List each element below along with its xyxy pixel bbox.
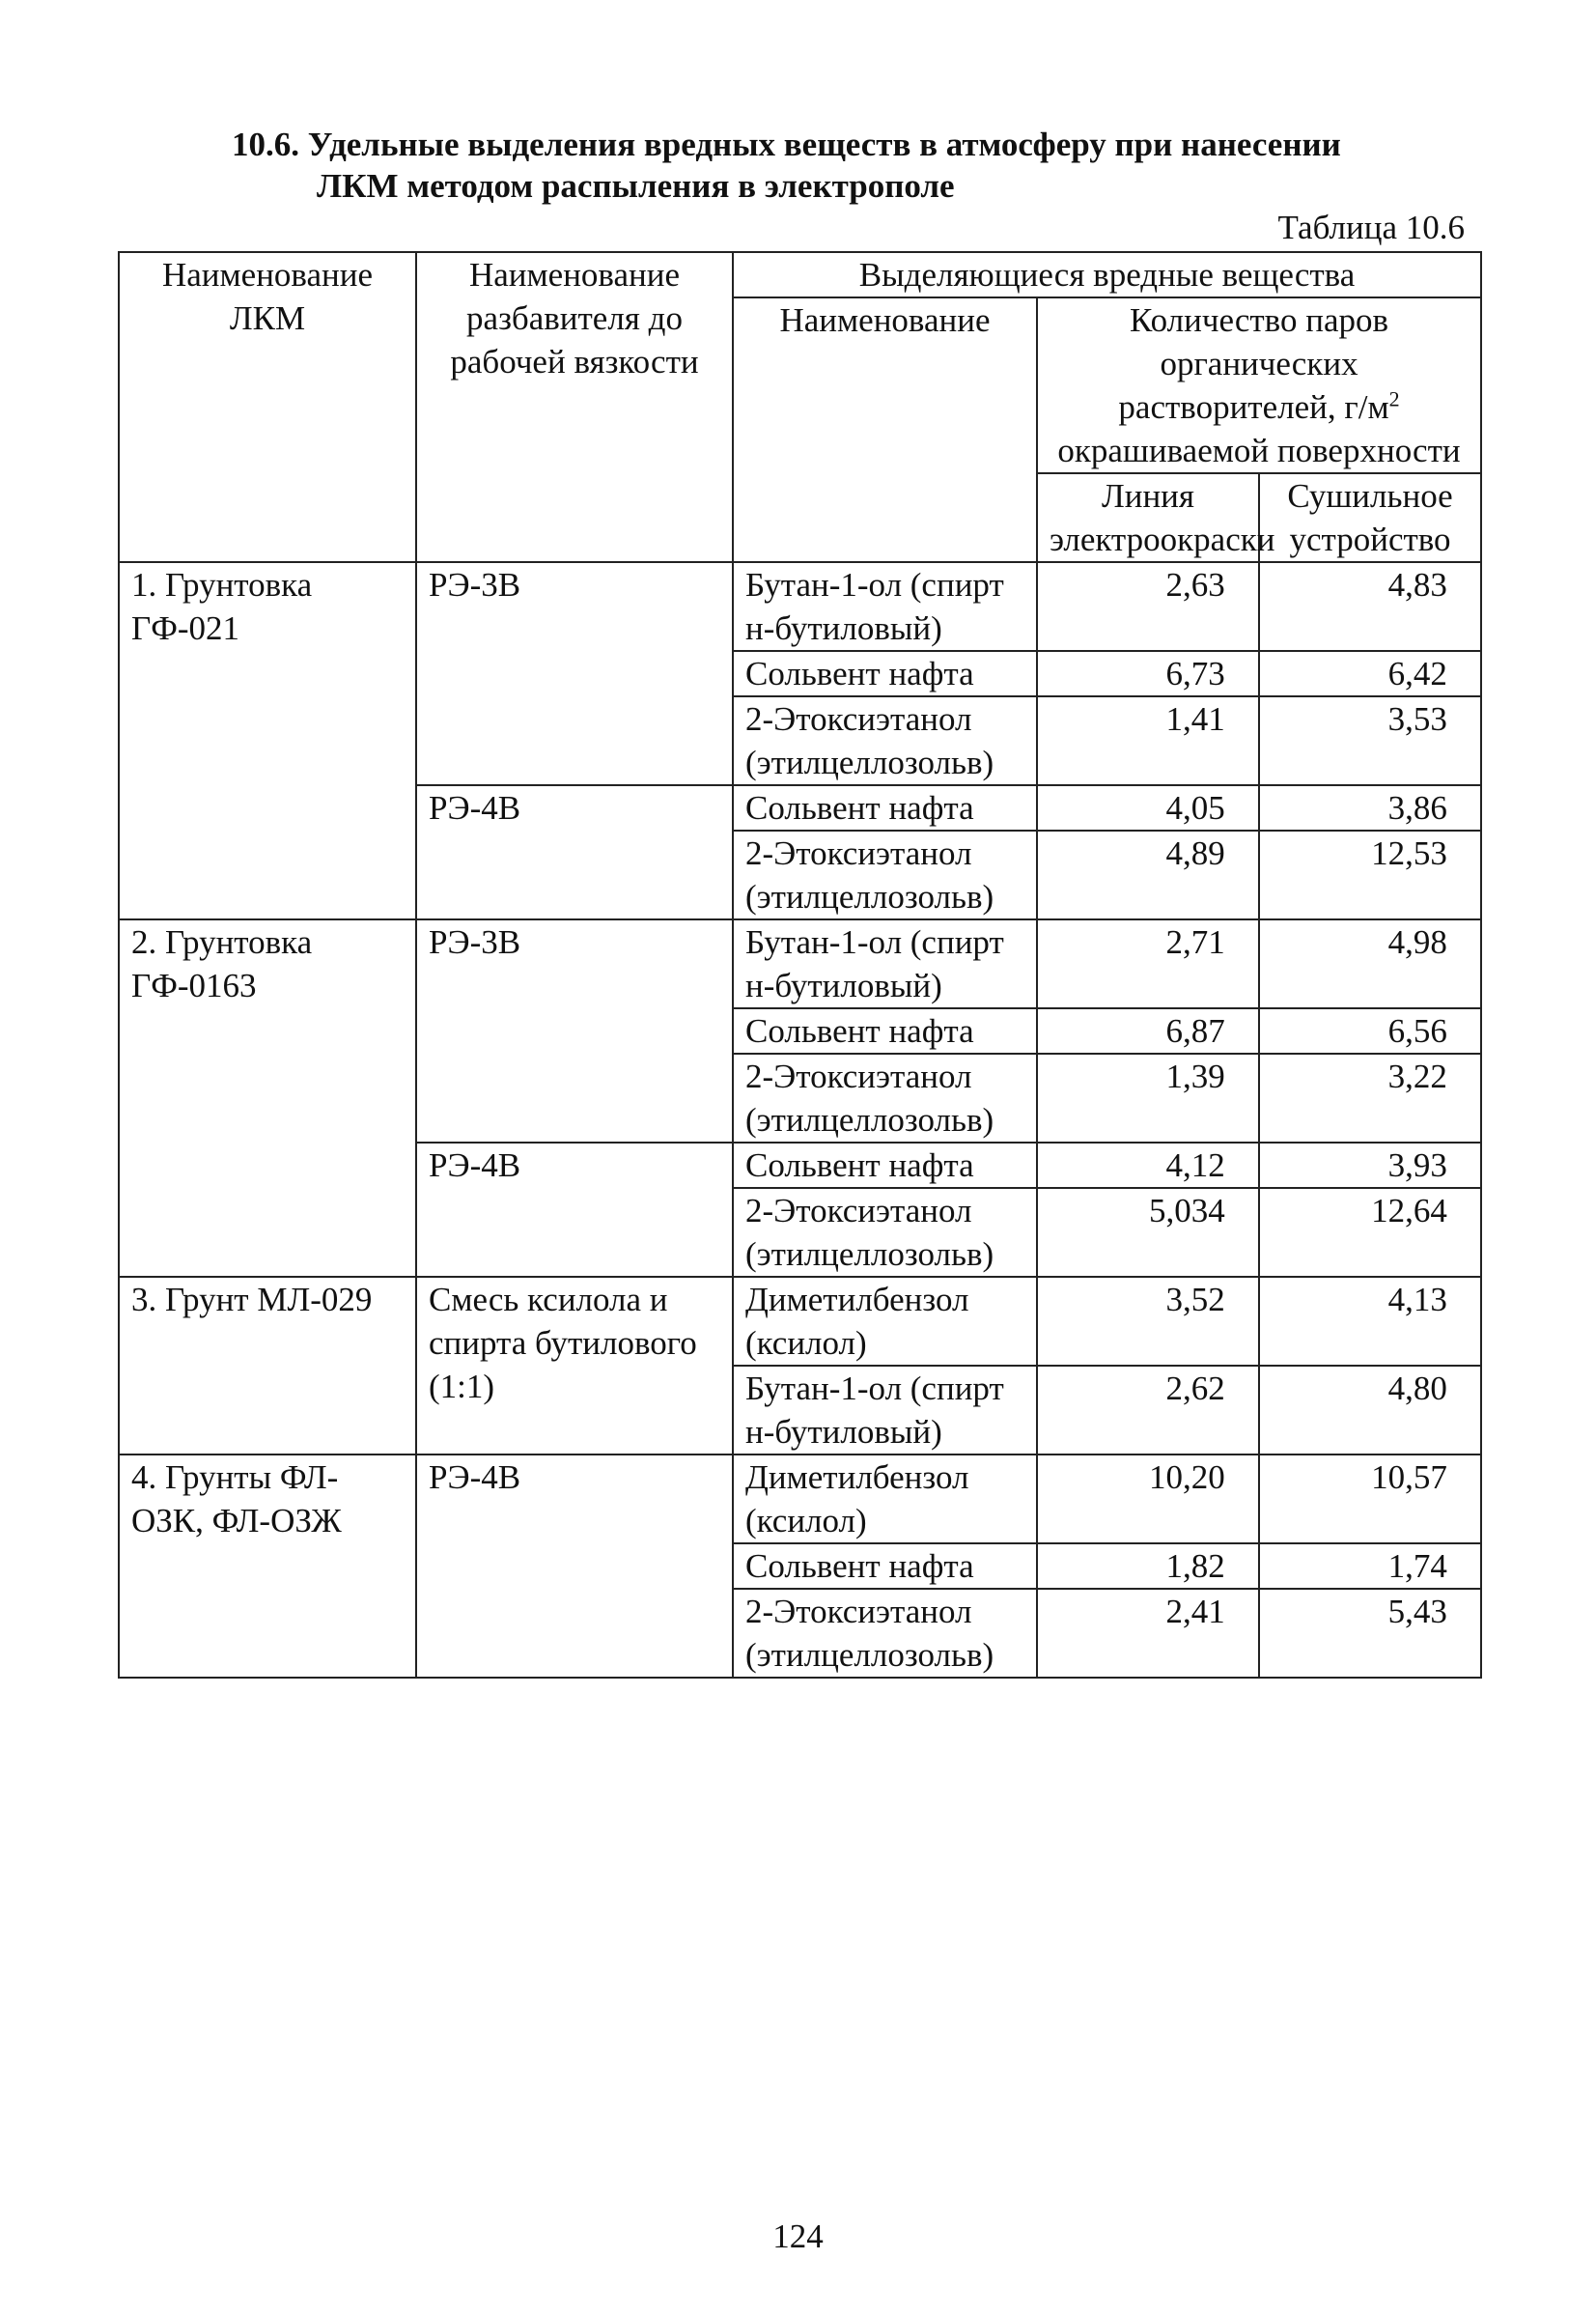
line-cell-value: 4,05 [1165,789,1225,827]
dryer-cell [1259,562,1481,651]
line-cell-value: 1,82 [1165,1547,1225,1585]
substance-cell: 2-Этоксиэтанол (этилцеллозольв) [733,831,1037,919]
line-cell-value: 1,41 [1165,700,1225,738]
line-cell-value: 2,71 [1165,923,1225,961]
dryer-cell-value: 12,64 [1371,1192,1447,1229]
table-row [119,562,1481,651]
lkm-cell: 1. Грунтовка ГФ-021 [119,562,416,919]
dryer-cell-value: 10,57 [1371,1458,1447,1496]
substance-cell: Бутан-1-ол (спирт н-бутиловый) [733,1366,1037,1455]
dryer-cell-value: 1,74 [1387,1547,1447,1585]
line-cell [1037,1543,1259,1589]
line-cell [1037,1277,1259,1366]
lkm-cell: 3. Грунт МЛ-029 [119,1277,416,1455]
line-cell [1037,831,1259,919]
line-cell-value: 1,39 [1165,1058,1225,1095]
dryer-cell [1259,1008,1481,1054]
substance-cell: Сольвент нафта [733,1008,1037,1054]
dryer-cell-value: 3,22 [1387,1058,1447,1095]
dryer-cell [1259,1543,1481,1589]
line-cell-value: 3,52 [1165,1281,1225,1318]
table-row [119,919,1481,1008]
header-amount-sup: 2 [1388,386,1400,411]
dryer-cell-value: 12,53 [1371,834,1447,872]
substance-cell: Бутан-1-ол (спирт н-бутиловый) [733,562,1037,651]
dryer-cell-value: 4,13 [1387,1281,1447,1318]
table-row [119,1455,1481,1543]
dryer-cell [1259,785,1481,831]
line-cell [1037,1188,1259,1277]
substance-cell: Сольвент нафта [733,785,1037,831]
line-cell-value: 4,89 [1165,834,1225,872]
table-label: Таблица 10.6 [1277,209,1465,246]
section-heading [232,124,1506,207]
line-cell [1037,785,1259,831]
substance-cell: Сольвент нафта [733,1143,1037,1188]
dryer-cell-value: 5,43 [1387,1593,1447,1630]
dryer-cell [1259,1455,1481,1543]
dryer-cell [1259,1143,1481,1188]
line-cell-value: 2,63 [1165,566,1225,604]
diluent-cell: РЭ-3В [416,919,733,1143]
dryer-cell [1259,919,1481,1008]
dryer-cell-value: 4,98 [1387,923,1447,961]
substance-cell: 2-Этоксиэтанол (этилцеллозольв) [733,1589,1037,1678]
header-amount-text: Количество паров органических растворителей, г/м [1118,301,1389,426]
dryer-cell [1259,1589,1481,1678]
line-cell [1037,1455,1259,1543]
header-lkm: Наименование ЛКМ [119,252,416,562]
dryer-cell [1259,1366,1481,1455]
line-cell-value: 6,73 [1165,655,1225,692]
line-cell [1037,562,1259,651]
header-substance-name: Наименование [733,297,1037,562]
header-dryer: Сушильное устройство [1259,473,1481,562]
diluent-cell: РЭ-4В [416,1455,733,1678]
line-cell [1037,651,1259,696]
dryer-cell [1259,651,1481,696]
header-substances: Выделяющиеся вредные вещества [733,252,1481,297]
table-row [119,1277,1481,1366]
diluent-cell: РЭ-4В [416,785,733,919]
substance-cell: 2-Этоксиэтанол (этилцеллозольв) [733,1188,1037,1277]
line-cell-value: 4,12 [1165,1146,1225,1184]
dryer-cell-value: 6,42 [1387,655,1447,692]
substance-cell: Сольвент нафта [733,651,1037,696]
substance-cell: Диметилбензол (ксилол) [733,1455,1037,1543]
header-row-1 [119,252,1481,297]
line-cell [1037,919,1259,1008]
substance-cell: 2-Этоксиэтанол (этилцеллозольв) [733,696,1037,785]
dryer-cell [1259,1188,1481,1277]
line-cell-value: 2,41 [1165,1593,1225,1630]
dryer-cell [1259,696,1481,785]
dryer-cell-value: 3,53 [1387,700,1447,738]
line-cell [1037,1008,1259,1054]
substance-cell: Диметилбензол (ксилол) [733,1277,1037,1366]
line-cell-value: 2,62 [1165,1370,1225,1407]
dryer-cell-value: 3,93 [1387,1146,1447,1184]
dryer-cell-value: 6,56 [1387,1012,1447,1050]
line-cell-value: 10,20 [1149,1458,1225,1496]
emissions-table [118,251,1482,1679]
diluent-cell: Смесь ксилола и спирта бутилового (1:1) [416,1277,733,1455]
dryer-cell [1259,831,1481,919]
line-cell [1037,696,1259,785]
dryer-cell [1259,1277,1481,1366]
lkm-cell: 2. Грунтовка ГФ-0163 [119,919,416,1277]
dryer-cell [1259,1054,1481,1143]
line-cell [1037,1366,1259,1455]
line-cell [1037,1589,1259,1678]
substance-cell: 2-Этоксиэтанол (этилцеллозольв) [733,1054,1037,1143]
header-amount [1037,297,1481,473]
line-cell-value: 6,87 [1165,1012,1225,1050]
header-line: Линия электроокраски [1037,473,1259,562]
heading-line-1: 10.6. Удельные выделения вредных веществ в атмосферу при нанесении [232,126,1341,163]
diluent-cell: РЭ-3В [416,562,733,785]
substance-cell: Бутан-1-ол (спирт н-бутиловый) [733,919,1037,1008]
line-cell [1037,1054,1259,1143]
lkm-cell: 4. Грунты ФЛ-ОЗК, ФЛ-ОЗЖ [119,1455,416,1678]
line-cell [1037,1143,1259,1188]
diluent-cell: РЭ-4В [416,1143,733,1277]
header-amount-text-end: окрашиваемой поверхности [1057,432,1461,469]
header-diluent: Наименование разбавителя до рабочей вязкости [416,252,733,562]
heading-line-2: ЛКМ методом распыления в электрополе [317,167,955,205]
line-cell-value: 5,034 [1149,1192,1225,1229]
dryer-cell-value: 4,80 [1387,1370,1447,1407]
page-number: 124 [772,2217,824,2255]
table-body [119,252,1481,1678]
substance-cell: Сольвент нафта [733,1543,1037,1589]
dryer-cell-value: 3,86 [1387,789,1447,827]
dryer-cell-value: 4,83 [1387,566,1447,604]
